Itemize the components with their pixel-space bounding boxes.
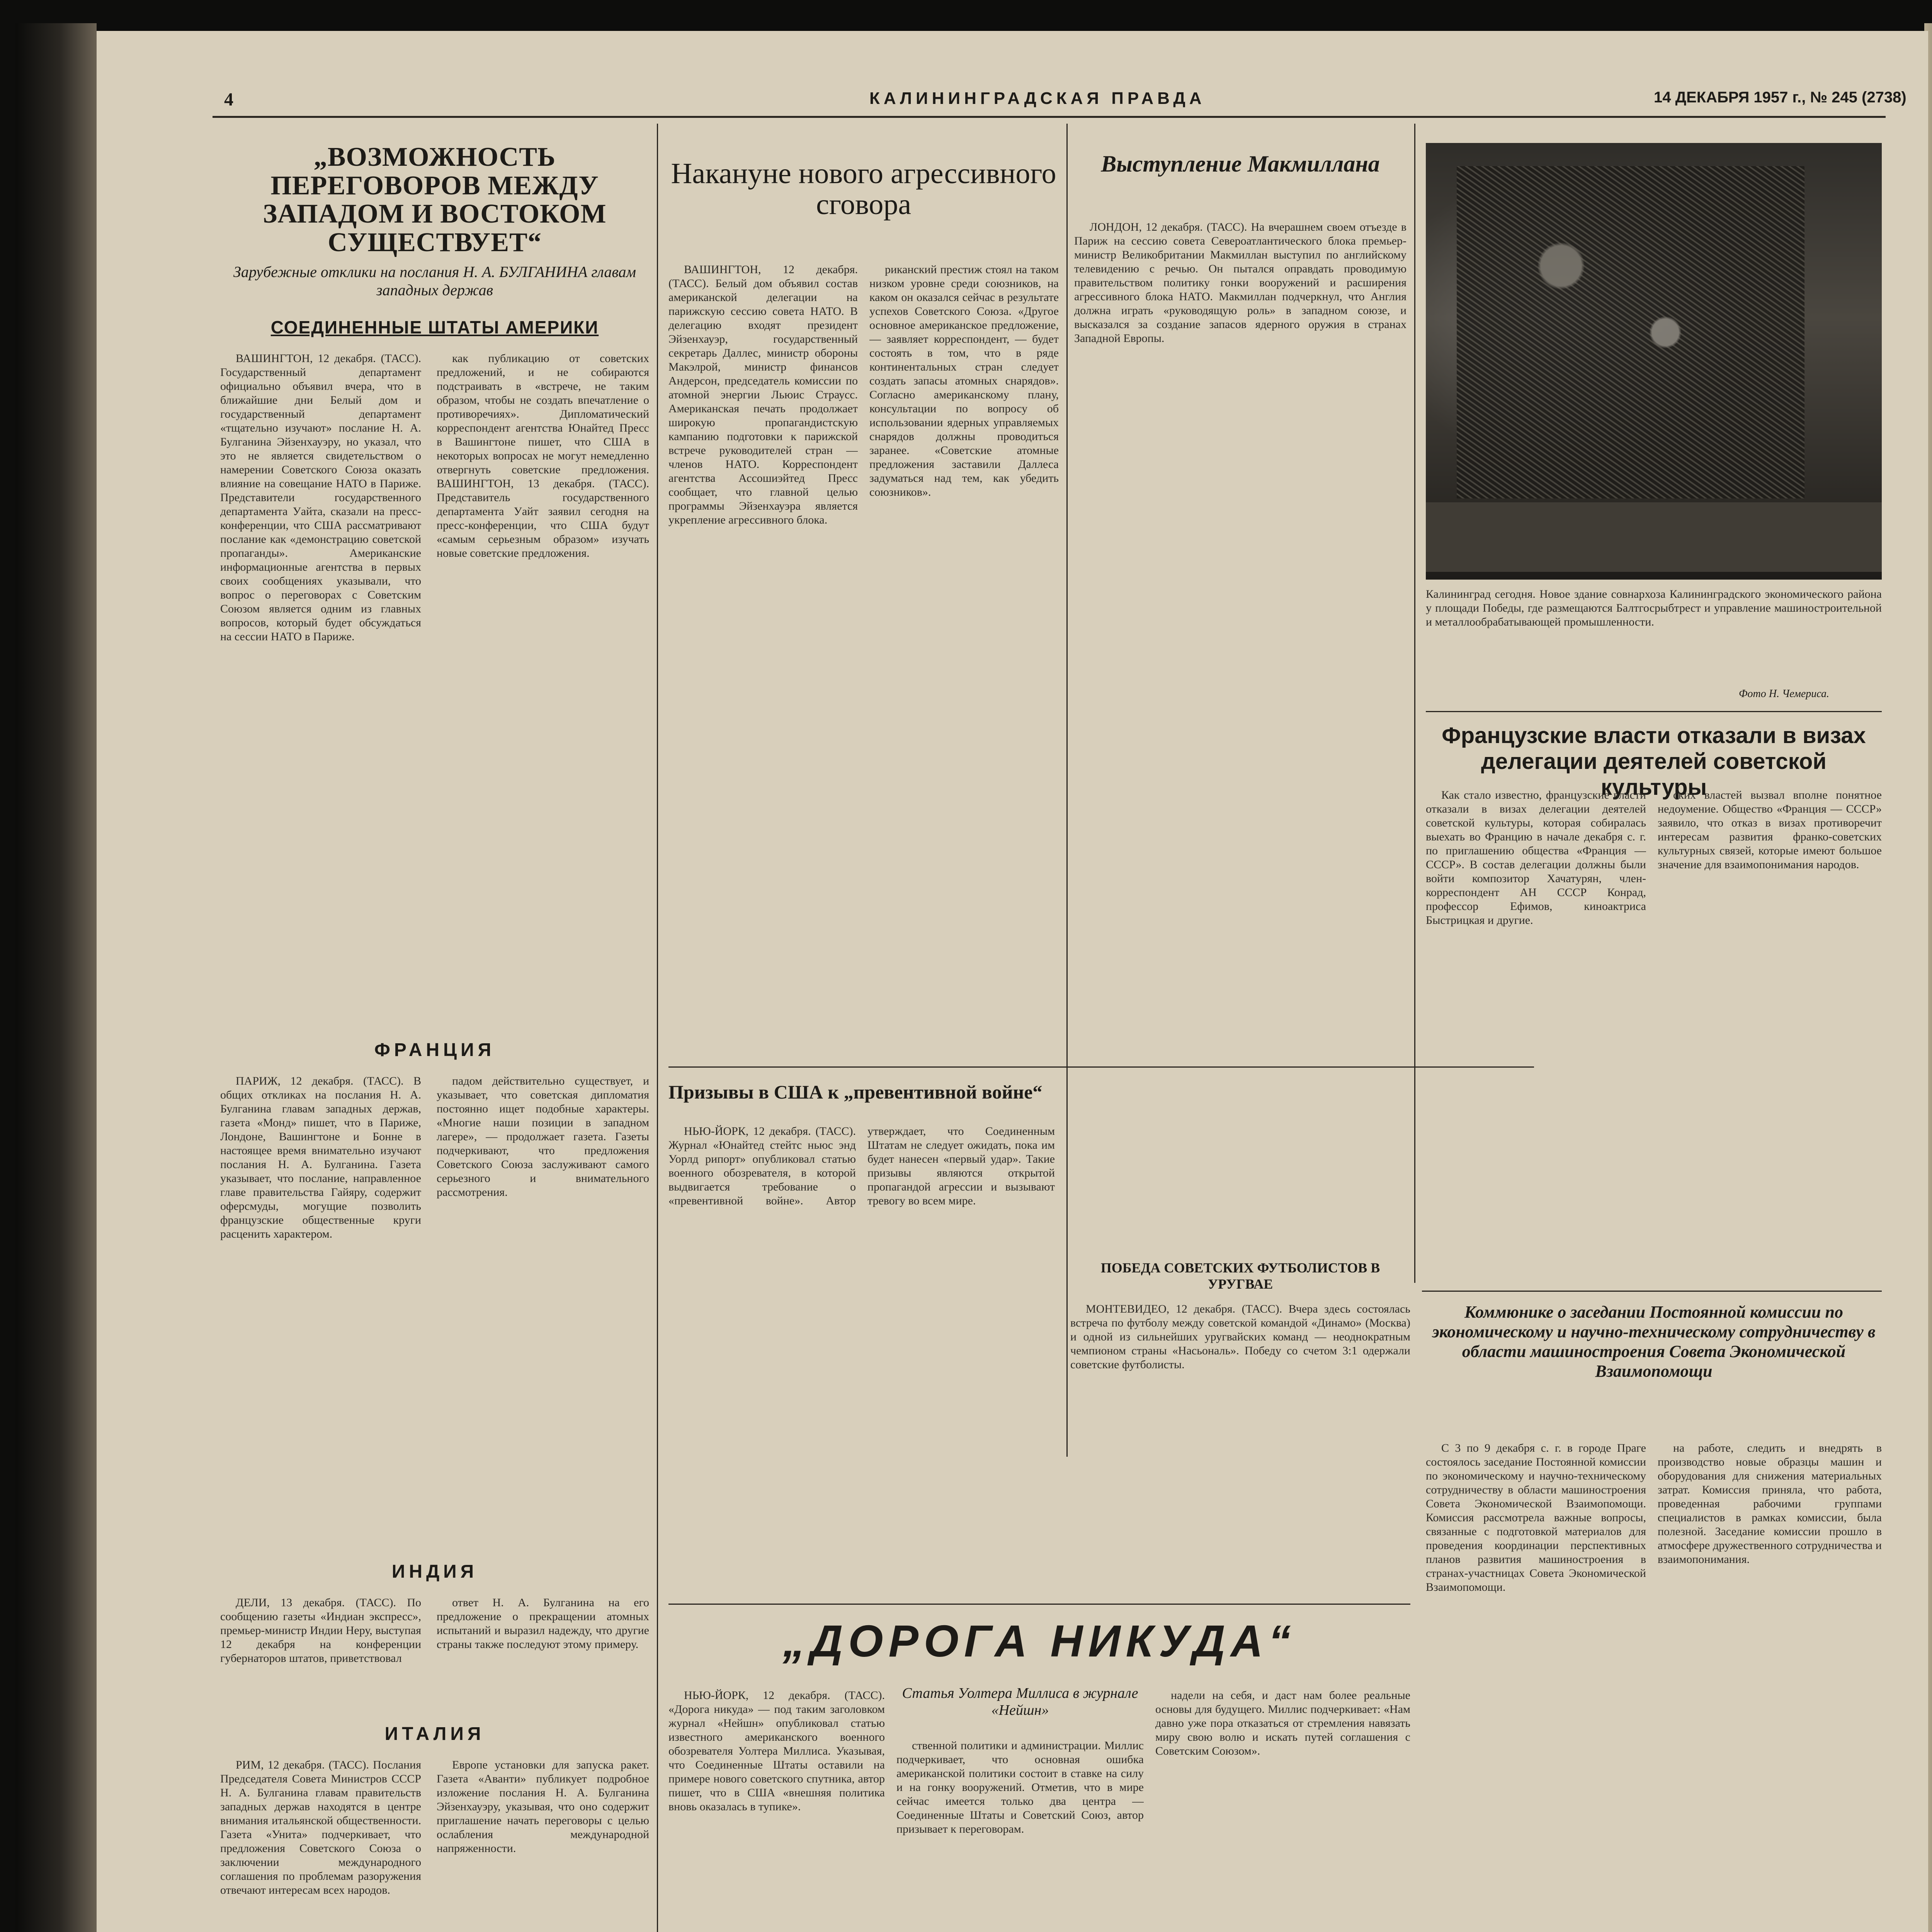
- street: [1426, 502, 1882, 572]
- usa-text-col-2: [437, 352, 649, 1028]
- newspaper-page: [97, 31, 1928, 1932]
- center-text-col-1: [668, 263, 858, 1059]
- paragraph: падом действительно существует, и указывает, что советская дипломатия постоянно ищет подобные характеры. «Многие наши позиции в западном лагере», — продолжает газета. Газеты подчеркивают, что предложения Советского Союза заслуживают самого серьезного и внимательного рассмотрения.: [437, 1075, 649, 1199]
- page-header: [97, 31, 1928, 110]
- book-binding: [15, 23, 97, 1932]
- doroga-text-col-2: [896, 1739, 1144, 1932]
- paragraph: как публикацию от советских предложений, и не собираются подстраивать в «встрече, не таким образом, чтобы не создать впечатление о противоречиях». Дипломатический корреспондент агентства Юнайтед Пресс в Вашингтоне пишет, что США в некоторых вопросах не могут немедленно отвергнуть советские предложения. ВАШИНГТОН, 13 декабря. (ТАСС). Представитель государственного департамента Уайт заявил сегодня на пресс-конференции, что США будут «самым серьезным образом» изучать новые советские предложения.: [437, 352, 649, 560]
- paragraph: надели на себя, и даст нам более реальные основы для будущего. Миллис подчеркивает: «Нам давно уже пора отказаться от стремления навязать миру свою волю и искать путей соглашения с Советским Союзом».: [1155, 1689, 1410, 1757]
- macmillan-headline: Выступление Макмиллана: [1101, 151, 1380, 177]
- draft-headline: Призывы в США к „превентивной войне“: [668, 1081, 1043, 1103]
- paragraph: ДЕЛИ, 13 декабря. (ТАСС). По сообщению газеты «Индиан экспресс», премьер-министр Индии Неру, выступая 12 декабря на конференции губернаторов штатов, приветствовал: [220, 1596, 421, 1665]
- comecon-text-col-1: [1426, 1441, 1646, 1932]
- india-text-col-2: [437, 1596, 649, 1712]
- building-photo: [1426, 143, 1882, 580]
- issue-date: 14 ДЕКАБРЯ 1957 г., № 245 (2738): [1654, 89, 1906, 106]
- football-text: [1070, 1302, 1410, 1580]
- usa-heading: СОЕДИНЕННЫЕ ШТАТЫ АМЕРИКИ: [270, 317, 599, 337]
- column-divider: [1414, 124, 1415, 1283]
- section-rule: [1426, 711, 1882, 712]
- draft-text: [668, 1124, 1055, 1511]
- section-rule: [668, 1604, 1410, 1605]
- paragraph: ских властей вызвал вполне понятное недоумение. Общество «Франция — СССР» заявило, что отказ в визах противоречит интересам развития франко-советских культурных связей, которые имеют большое значение для взаимопонимания народов.: [1658, 789, 1882, 871]
- paragraph: ВАШИНГТОН, 12 декабря. (ТАСС). Государственный департамент официально объявил вчера, что в ближайшие дни Белый дом и государственный департамент «тщательно изучают» послание Н. А. Булганина Эйзенхауэру, но указал, что это не является свидетельством о намерении Советского Союза оказать влияние на совещание НАТО в Париже. Представители государственного департамента Уайта, сказали на пресс-конференции, что США рассматривают послание как «демонстрацию советской пропаганды». Американские информационные агентства в первых своих сообщениях указывали, что вопрос о переговорах с Советским Союзом является одним из главных вопросов, который будет обсуждаться на сессии НАТО в Париже.: [220, 352, 421, 643]
- italy-heading: ИТАЛИЯ: [384, 1724, 485, 1744]
- newspaper-title: КАЛИНИНГРАДСКАЯ ПРАВДА: [869, 89, 1206, 108]
- paragraph: ственной политики и администрации. Миллис подчеркивает, что основная ошибка американской политики состоит в ставке на силу и на гонку вооружений. Отметив, что в мире сейчас имеется только два центра — Соединенные Штаты и Советский Союз, автор призывает к переговорам.: [896, 1739, 1144, 1835]
- paragraph: ЛОНДОН, 12 декабря. (ТАСС). На вчерашнем своем отъезде в Париж на сессию совета Североатлантического блока премьер-министр Великобритании Макмиллан выступил по английскому телевидению с речью. Он пытался оправдать проводимую правительством политику гонки вооружений и расширения агрессивного блока НАТО. Макмиллан подчеркнул, что Англия должна играть «руководящую роль» в западном союзе, и высказался за создание запасов ядерного оружия в странах Западной Европы.: [1074, 221, 1406, 345]
- paragraph: МОНТЕВИДЕО, 12 декабря. (ТАСС). Вчера здесь состоялась встреча по футболу между советской командой «Динамо» (Москва) и одной из сильнейших уругвайских команд — неоднократным чемпионом страны «Насьональ». Победу со счетом 3:1 одержали советские футболисты.: [1070, 1303, 1410, 1371]
- paragraph: РИМ, 12 декабря. (ТАСС). Послания Председателя Совета Министров СССР Н. А. Булганина главам правительств западных держав находятся в центре внимания итальянской общественности. Газета «Унита» подчеркивает, что предложения Советского Союза о заключении международного соглашения по проблемам разоружения отвечают интересам всех народов.: [220, 1759, 421, 1896]
- center-text-col-2: [869, 263, 1059, 1059]
- paragraph: Европе установки для запуска ракет. Газета «Аванти» публикует подробное изложение послания Н. А. Булганина Эйзенхауэру, указывая, что оно содержит приглашение начать переговоры с целью ослабления международной напряженности.: [437, 1759, 649, 1855]
- comecon-text-col-2: [1658, 1441, 1882, 1932]
- doroga-headline: „ДОРОГА НИКУДА“: [782, 1616, 1296, 1666]
- france-text-col-2: [437, 1074, 649, 1546]
- center-headline: Накануне нового агрессивного сговора: [671, 157, 1056, 221]
- france-heading: ФРАНЦИЯ: [374, 1040, 495, 1060]
- paragraph: С 3 по 9 декабря с. г. в городе Праге состоялось заседание Постоянной комиссии по экономическому и научно-техническому сотрудничеству в области машиностроения Совета Экономической Взаимопомощи. Комиссия рассмотрела важные вопросы, связанные с подготовкой материалов для проведения координации перспективных планов развития машиностроения в странах-участницах Совета Экономической Взаимопомощи.: [1426, 1442, 1646, 1594]
- football-headline: ПОБЕДА СОВЕТСКИХ ФУТБОЛИСТОВ В УРУГВАЕ: [1100, 1260, 1380, 1292]
- photo-credit: Фото Н. Чемериса.: [1739, 688, 1829, 700]
- photo-caption: [1426, 587, 1882, 688]
- paragraph: НЬЮ-ЙОРК, 12 декабря. (ТАСС). «Дорога никуда» — под таким заголовком журнал «Нейшн» опубликовал статью известного американского военного обозревателя Уолтера Миллиса. Указывая, что Соединенные Штаты оставили на примере нового советского спутника, автор пишет, что в США «внешняя политика вновь оказалась в тупике».: [668, 1689, 885, 1813]
- tree-silhouette: [1457, 166, 1804, 498]
- section-rule: [1422, 1291, 1882, 1292]
- french-headline: Французские власти отказали в визах делегации деятелей советской культуры: [1442, 723, 1866, 800]
- caption-text: Калининград сегодня. Новое здание совнархоза Калининградского экономического района у площади Победы, где размещаются Балтгосрыбтрест и управление машиностроительной и металлообрабатывающей промышленности.: [1426, 588, 1882, 628]
- comecon-headline: Коммюнике о заседании Постоянной комиссии по экономическому и научно-техническому сотрудничеству в области машиностроения Совета Экономической Взаимопомощи: [1432, 1303, 1876, 1381]
- india-heading: ИНДИЯ: [391, 1561, 478, 1582]
- macmillan-text: [1074, 220, 1406, 1287]
- paragraph: ответ Н. А. Булганина на его предложение о прекращении атомных испытаний и выразил надежду, что другие страны также последуют этому примеру.: [437, 1596, 649, 1651]
- italy-text-col-1: [220, 1758, 421, 1932]
- column-divider: [657, 124, 658, 1932]
- lead-headline: „ВОЗМОЖНОСТЬ ПЕРЕГОВОРОВ МЕЖДУ ЗАПАДОМ И ВОСТОКОМ СУЩЕСТВУЕТ“: [263, 142, 607, 257]
- france-text-col-1: [220, 1074, 421, 1546]
- paragraph: ПАРИЖ, 12 декабря. (ТАСС). В общих откликах на послания Н. А. Булганина главам западных держав, газета «Монд» пишет, что в Париже, Лондоне, Вашингтоне и Бонне в настоящее время внимательно изучают послания Н. А. Булганина. Газета указывает, что послание, направленное главе правительства Гайяру, содержит оферсмуды, могущие позволить французские общественные круги расценить характером.: [220, 1075, 421, 1240]
- paragraph: на работе, следить и внедрять в производство новые образцы машин и оборудования для снижения материальных затрат. Комиссия приняла, что работа, проведенная рабочими группами специалистов в рамках комиссии, была полезной. Заседание комиссии прошло в атмосфере дружественного сотрудничества и взаимопонимания.: [1658, 1442, 1882, 1566]
- paragraph: НЬЮ-ЙОРК, 12 декабря. (ТАСС). Журнал «Юнайтед стейтс ньюс энд Уорлд рипорт» опубликовал статью военного обозревателя, в которой выдвигается требование о «превентивной войне». Автор утверждает, что Соединенным Штатам не следует ожидать, пока им будет нанесен «первый удар». Такие призывы являются открытой пропагандой агрессии и вызывают тревогу во всем мире.: [668, 1125, 1055, 1207]
- column-divider: [1066, 124, 1068, 1457]
- paragraph: ВАШИНГТОН, 12 декабря. (ТАСС). Белый дом объявил состав американской делегации на парижскую сессию совета НАТО. В делегацию входят президент Эйзенхауэр, государственный секретарь Даллес, министр обороны Макэлрой, министр финансов Андерсон, председатель комиссии по атомной энергии Льюис Страусс. Американская печать продолжает широкую пропагандистскую кампанию подготовки к парижской встрече руководителей стран — членов НАТО. Корреспондент агентства Ассошиэйтед Пресс сообщает, что главной целью программы Эйзенхауэра является укрепление агрессивного блока.: [668, 263, 858, 526]
- lead-subtitle: Зарубежные отклики на послания Н. А. БУЛГАНИНА главам западных держав: [233, 263, 636, 299]
- french-text-col-1: [1426, 788, 1646, 1283]
- doroga-text-col-1: [668, 1689, 885, 1932]
- header-rule: [213, 116, 1886, 118]
- usa-text-col-1: [220, 352, 421, 1028]
- paragraph: риканский престиж стоял на таком низком уровне среди союзников, на каком он оказался сейчас в результате успехов Советского Союза. «Другое основное американское предложение, — заявляет корреспондент, — будет состоять в том, что в ряде континентальных стран следует создать запасы атомных снарядов». Согласно американскому плану, консультации по вопросу об использовании ядерных управляемых снарядов должны проводиться заранее. «Советские атомные предложения заставили Даллеса задуматься над тем, как убедить союзников».: [869, 263, 1059, 498]
- italy-text-col-2: [437, 1758, 649, 1932]
- india-text-col-1: [220, 1596, 421, 1712]
- doroga-byline: Статья Уолтера Миллиса в журнале «Нейшн»: [902, 1685, 1138, 1718]
- page-number: 4: [224, 89, 233, 110]
- paragraph: Как стало известно, французские власти отказали в визах делегации деятелей советской культуры, которая собиралась выехать во Францию в начале декабря с. г. по приглашению общества «Франция — СССР». В состав делегации должны были войти композитор Хачатурян, член-корреспондент АН СССР Конрад, профессор Ефимов, киноактриса Быстрицкая и другие.: [1426, 789, 1646, 927]
- doroga-text-col-3: [1155, 1689, 1410, 1932]
- french-text-col-2: [1658, 788, 1882, 1283]
